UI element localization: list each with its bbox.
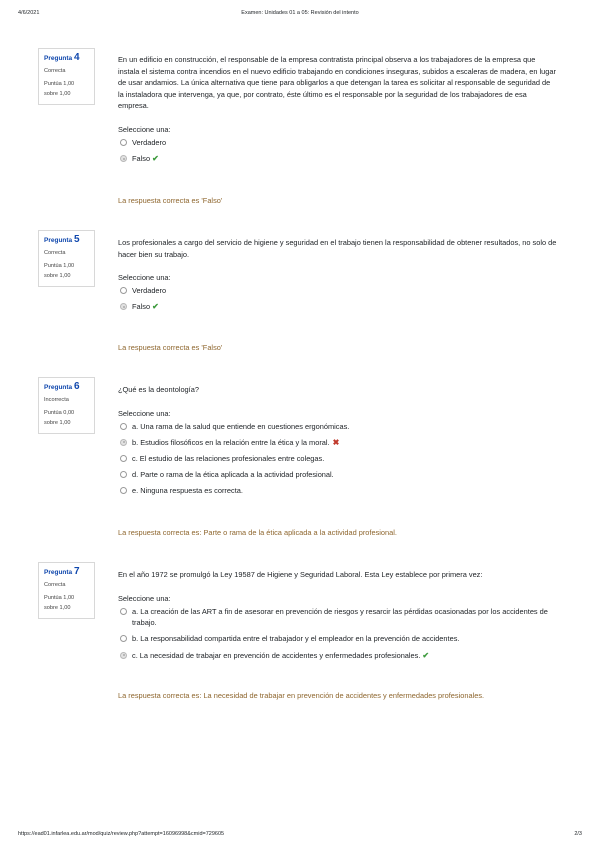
radio-button-selected[interactable]	[120, 303, 127, 310]
question-grade: Puntúa 1,00 sobre 1,00	[44, 81, 75, 97]
cross-icon: ✖	[332, 437, 340, 447]
question-number: Pregunta 6	[44, 381, 80, 392]
answer-option[interactable]: b. Estudios filosóficos en la relación entre la ética y la moral. ✖	[118, 437, 558, 449]
radio-button[interactable]	[120, 608, 127, 615]
answer-option[interactable]: a. La creación de las ART a fin de asesorar en prevención de riesgos y resarcir las pérdidas ocasionadas por los accidentes de trabajo.	[118, 606, 558, 629]
radio-button[interactable]	[120, 287, 127, 294]
question-text: ¿Qué es la deontología?	[118, 385, 199, 394]
question-grade: Puntúa 1,00 sobre 1,00	[44, 595, 75, 611]
question-text: En el año 1972 se promulgó la Ley 19587 de Higiene y Seguridad Laboral. Esta Ley establece por primera vez:	[118, 570, 483, 579]
select-prompt: Seleccione una:	[118, 408, 171, 418]
question-state: Correcta	[44, 250, 66, 256]
select-prompt: Seleccione una:	[118, 124, 171, 134]
answer-option[interactable]: d. Parte o rama de la ética aplicada a la actividad profesional.	[118, 469, 558, 481]
check-icon: ✔	[152, 154, 159, 164]
correct-answer-feedback: La respuesta correcta es 'Falso'	[118, 196, 223, 205]
check-icon: ✔	[422, 650, 430, 660]
question-info	[38, 562, 95, 619]
question-grade: Puntúa 1,00 sobre 1,00	[44, 263, 75, 279]
question-info	[38, 48, 95, 105]
answer-option[interactable]: Falso ✔	[118, 153, 558, 165]
question-info	[38, 377, 95, 434]
radio-button[interactable]	[120, 139, 127, 146]
print-title: Examen: Unidades 01 a 05: Revisión del intento	[241, 10, 359, 16]
radio-button[interactable]	[120, 487, 127, 494]
print-url: https://ead01.infarlea.edu.ar/mod/quiz/review.php?attempt=16096998&cmid=729605	[18, 831, 225, 837]
answer-option[interactable]: Verdadero	[118, 285, 558, 297]
check-icon: ✔	[152, 302, 159, 312]
question-text: En un edificio en construcción, el responsable de la empresa contratista principal observa a los trabajadores de la empresa que instala el sistema contra incendios en el nuevo edificio trabajando en condiciones inseguras, subidos a escaleras de madera, en lugar de usar andamios. La única alternativa que tiene para obligarlos a que detengan la tarea es solicitar al responsable de seguridad de la instaladora que intervenga, ya que, por contrato, éste último es el responsable por la seguridad de los trabajadores de esa empresa.	[118, 55, 556, 111]
answer-option[interactable]: e. Ninguna respuesta es correcta.	[118, 485, 558, 497]
answer-option[interactable]: Falso ✔	[118, 301, 558, 313]
question-state: Correcta	[44, 68, 66, 74]
select-prompt: Seleccione una:	[118, 593, 171, 603]
question-state: Correcta	[44, 582, 66, 588]
radio-button[interactable]	[120, 635, 127, 642]
correct-answer-feedback: La respuesta correcta es: La necesidad de trabajar en prevención de accidentes y enfermedades profesionales.	[118, 691, 485, 700]
answer-option[interactable]: c. La necesidad de trabajar en prevención de accidentes y enfermedades profesionales. ✔	[118, 650, 558, 662]
question-info	[38, 230, 95, 287]
radio-button-selected[interactable]	[120, 652, 127, 659]
answer-option[interactable]: a. Una rama de la salud que entiende en cuestiones ergonómicas.	[118, 421, 558, 433]
radio-button-selected[interactable]	[120, 155, 127, 162]
question-grade: Puntúa 0,00 sobre 1,00	[44, 410, 75, 426]
radio-button[interactable]	[120, 471, 127, 478]
answer-option[interactable]: b. La responsabilidad compartida entre el trabajador y el empleador en la prevención de accidentes.	[118, 633, 558, 645]
radio-button[interactable]	[120, 423, 127, 430]
question-number: Pregunta 7	[44, 566, 80, 577]
print-date: 4/6/2021	[18, 10, 40, 16]
radio-button-selected[interactable]	[120, 439, 127, 446]
answer-option[interactable]: c. El estudio de las relaciones profesionales entre colegas.	[118, 453, 558, 465]
correct-answer-feedback: La respuesta correcta es: Parte o rama de la ética aplicada a la actividad profesional.	[118, 528, 397, 537]
page-number: 2/3	[574, 831, 582, 837]
question-state: Incorrecta	[44, 397, 69, 403]
question-number: Pregunta 4	[44, 52, 80, 63]
radio-button[interactable]	[120, 455, 127, 462]
correct-answer-feedback: La respuesta correcta es 'Falso'	[118, 343, 223, 352]
question-text: Los profesionales a cargo del servicio de higiene y seguridad en el trabajo tienen la responsabilidad de obtener resultados, no solo de hacer bien su trabajo.	[118, 238, 557, 259]
answer-option[interactable]: Verdadero	[118, 137, 558, 149]
select-prompt: Seleccione una:	[118, 273, 171, 283]
question-number: Pregunta 5	[44, 234, 80, 245]
